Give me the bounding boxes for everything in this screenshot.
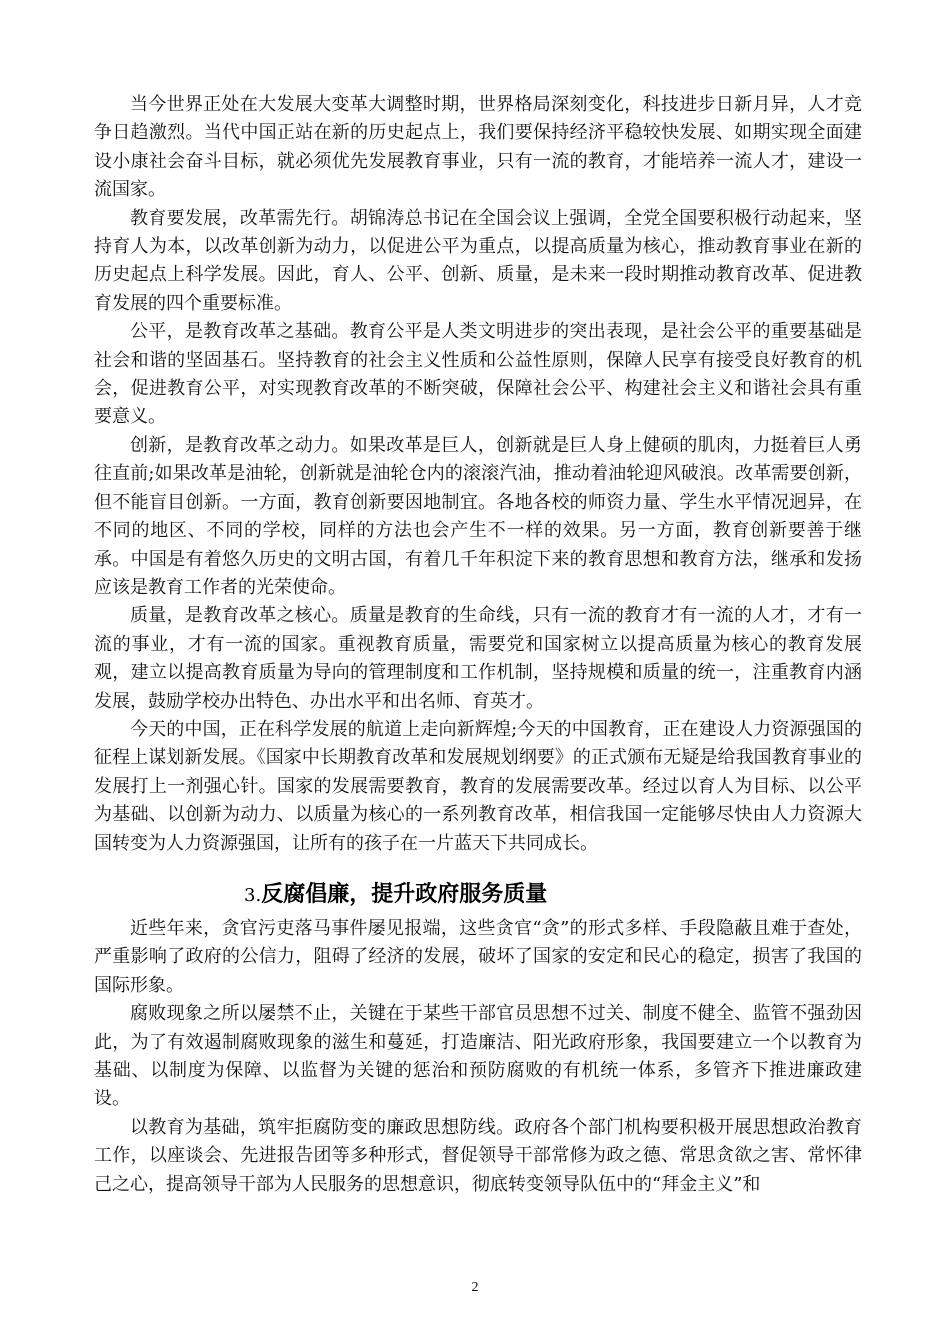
paragraph: 质量，是教育改革之核心。质量是教育的生命线，只有一流的教育才有一流的人才，才有一流的事业，才有一流的国家。重视教育质量，需要党和国家树立以提高质量为核心的教育发展观，建立以提高教育质量为导向的管理制度和工作机制，坚持规模和质量的统一，注重教育内涵发展，鼓励学校办出特色、办出水平和出名师、育英才。 (94, 605, 862, 712)
page-number: 2 (471, 1280, 479, 1295)
paragraph: 创新，是教育改革之动力。如果改革是巨人，创新就是巨人身上健硕的肌肉，力挺着巨人勇往直前;如果改革是油轮，创新就是油轮仓内的滚滚汽油，推动着油轮迎风破浪。改革需要创新，但不能盲目创新。一方面，教育创新要因地制宜。各地各校的师资力量、学生水平情况迥异，在不同的地区、不同的学校，同样的方法也会产生不一样的效果。另一方面，教育创新要善于继承。中国是有着悠久历史的文明古国，有着几千年积淀下来的教育思想和教育方法，继承和发扬应该是教育工作者的光荣使命。 (94, 434, 862, 598)
document-body (94, 91, 862, 1199)
paragraph: 教育要发展，改革需先行。胡锦涛总书记在全国会议上强调，全党全国要积极行动起来，坚持育人为本，以改革创新为动力，以促进公平为重点，以提高质量为核心，推动教育事业在新的历史起点上科学发展。因此，育人、公平、创新、质量，是未来一段时期推动教育改革、促进教育发展的四个重要标准。 (94, 207, 862, 314)
section-heading (94, 878, 862, 913)
section-heading-text: 反腐倡廉，提升政府服务质量 (261, 881, 548, 907)
paragraph: 当今世界正处在大发展大变革大调整时期，世界格局深刻变化，科技进步日新月异，人才竞争日趋激烈。当代中国正站在新的历史起点上，我们要保持经济平稳较快发展、如期实现全面建设小康社会奋斗目标，就必须优先发展教育事业，只有一流的教育，才能培养一流人才，建设一流国家。 (94, 94, 862, 201)
paragraph: 以教育为基础，筑牢拒腐防变的廉政思想防线。政府各个部门机构要积极开展思想政治教育工作，以座谈会、先进报告团等多种形式，督促领导干部常修为政之德、常思贪欲之害、常怀律己之心，提高领导干部为人民服务的思想意识，彻底转变领导队伍中的“拜金主义”和 (94, 1116, 862, 1195)
paragraph: 近些年来，贪官污吏落马事件屡见报端，这些贪官“贪”的形式多样、手段隐蔽且难于查处，严重影响了政府的公信力，阻碍了经济的发展，破坏了国家的安定和民心的稳定，损害了我国的国际形象。 (94, 917, 862, 996)
paragraph: 公平，是教育改革之基础。教育公平是人类文明进步的突出表现，是社会公平的重要基础是社会和谐的坚固基石。坚持教育的社会主义性质和公益性原则，保障人民享有接受良好教育的机会，促进教育公平，对实现教育改革的不断突破，保障社会公平、构建社会主义和谐社会具有重要意义。 (94, 321, 862, 428)
paragraph: 今天的中国，正在科学发展的航道上走向新辉煌;今天的中国教育，正在建设人力资源强国的征程上谋划新发展。《国家中长期教育改革和发展规划纲要》的正式颁布无疑是给我国教育事业的发展打上一剂强心针。国家的发展需要教育，教育的发展需要改革。经过以育人为目标、以公平为基础、以创新为动力、以质量为核心的一系列教育改革，相信我国一定能够尽快由人力资源大国转变为人力资源强国，让所有的孩子在一片蓝天下共同成长。 (94, 718, 862, 854)
section-heading-number: 3. (244, 884, 262, 906)
paragraph: 腐败现象之所以屡禁不止，关键在于某些干部官员思想不过关、制度不健全、监管不强劲因此，为了有效遏制腐败现象的滋生和蔓延，打造廉洁、阳光政府形象，我国要建立一个以教育为基础、以制度为保障、以监督为关键的惩治和预防腐败的有机统一体系，多管齐下推进廉政建设。 (94, 1003, 862, 1110)
